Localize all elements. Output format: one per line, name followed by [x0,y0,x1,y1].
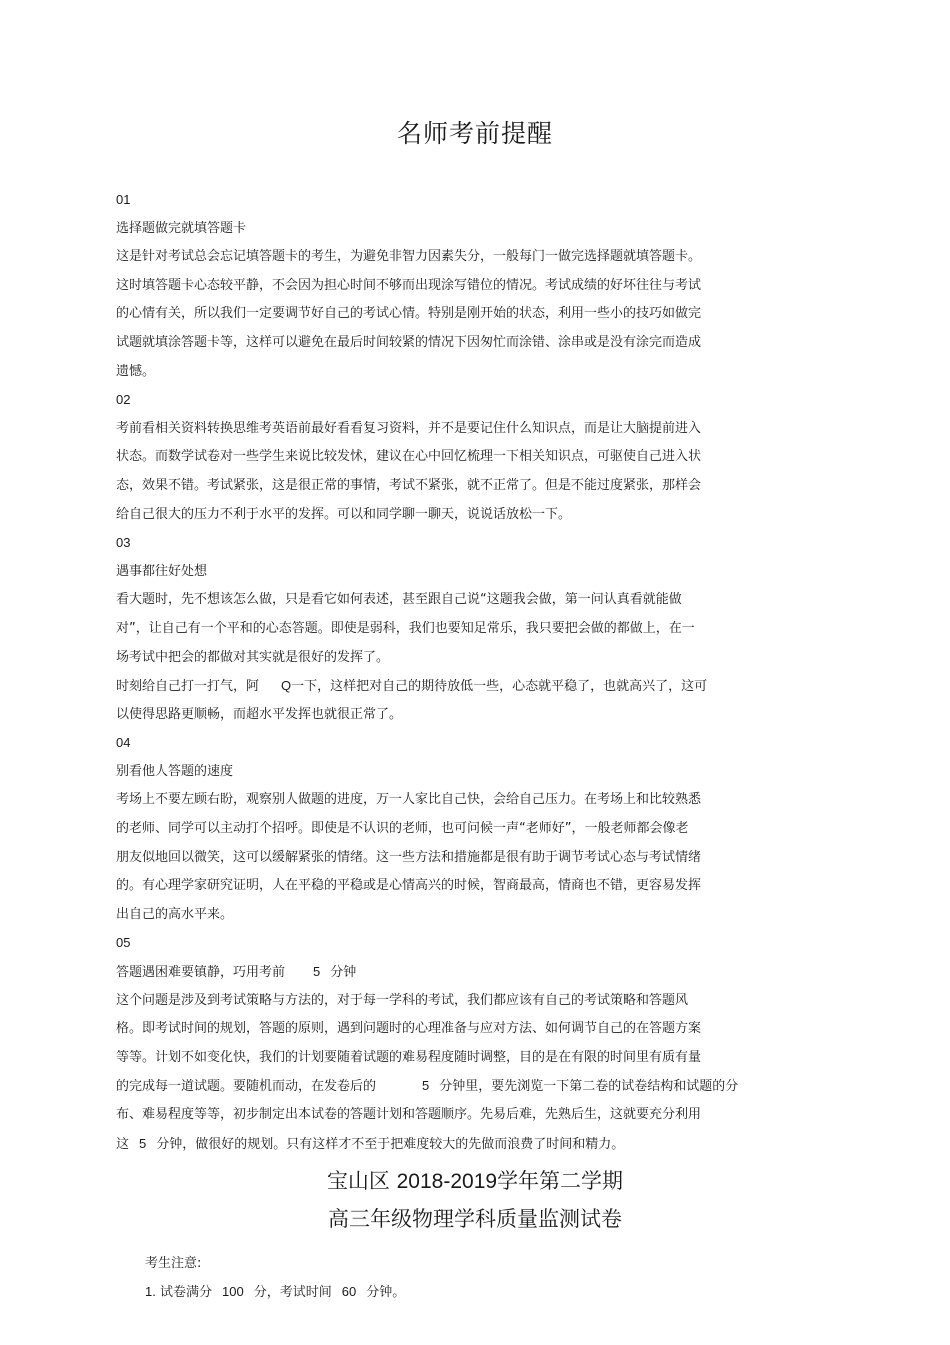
paragraph-line [116,1130,796,1159]
section-heading: 遇事都往好处想 [116,563,208,579]
heading-text: 分钟 [330,965,357,981]
paragraph-line: 的心情有关，所以我们一定要调节好自己的考试心情。特别是刚开始的状态，利用一些小的技巧如做完 [116,306,702,322]
line-text: 分钟里，要先浏览一下第二卷的试卷结构和试题的分 [439,1079,739,1095]
paragraph-line: 以使得思路更顺畅，而超水平发挥也就很正常了。 [116,706,403,722]
section-number: 02 [116,392,131,408]
notice-item-number: 1. [145,1284,156,1299]
paragraph-line: 遗憾。 [116,363,156,379]
section-heading [116,958,796,987]
exam-notice [145,1250,405,1307]
paragraph-line: 考场上不要左顾右盼，观察别人做题的进度，万一人家比自己快，会给自己压力。在考场上和比较熟悉 [116,792,702,808]
section-heading: 别看他人答题的速度 [116,763,234,779]
exam-region: 宝山区 [326,1169,390,1193]
paragraph-line: 朋友似地回以微笑，这可以缓解紧张的情绪。这一些方法和措施都是很有助于调节考试心态与考试情绪 [116,849,702,865]
notice-heading: 考生注意: [145,1256,202,1271]
paragraph-line: 的老师、同学可以主动打个招呼。即使是不认识的老师，也可问候一声“老师好”，一般老师都会像老 [116,821,689,837]
paragraph-line: 格。即考试时间的规划，答题的原则，遇到问题时的心理准备与应对方法、如何调节自己的在答题方案 [116,1021,702,1037]
notice-text: 分钟。 [366,1285,406,1300]
paragraph-line [116,1072,796,1101]
notice-score: 100 [222,1284,244,1299]
notice-text: 试卷满分 [159,1285,212,1300]
paragraph-line [116,672,796,701]
paragraph-line: 这个问题是涉及到考试策略与方法的，对于每一学科的考试，我们都应该有自己的考试策略和答题风 [116,992,689,1008]
section-heading: 选择题做完就填答题卡 [116,220,247,236]
paragraph-line: 给自己很大的压力不利于水平的发挥。可以和同学聊一聊天，说说话放松一下。 [116,506,572,522]
paragraph-line: 对”，让自己有一个平和的心态答题。即使是弱科，我们也要知足常乐，我只要把会做的都做上，在一 [116,620,695,636]
paragraph-line: 看大题时，先不想该怎么做，只是看它如何表述，甚至跟自己说“这题我会做，第一问认真看就能做 [116,592,682,608]
exam-term: 学年第二学期 [497,1169,624,1193]
heading-text: 答题遇困难要镇静，巧用考前 [116,965,286,981]
line-text: 一下，这样把对自己的期待放低一些，心态就平稳了，也就高兴了，这可 [291,679,708,695]
paragraph-line: 考前看相关资料转换思维考英语前最好看看复习资料，并不是要记住什么知识点，而是让大脑提前进入 [116,420,702,436]
paragraph-line: 等等。计划不如变化快，我们的计划要随着试题的难易程度随时调整，目的是在有限的时间里有质有量 [116,1049,702,1065]
line-text: 5 [422,1078,430,1094]
page-title: 名师考前提醒 [396,119,553,148]
line-text: 这 [116,1136,130,1152]
section-number: 03 [116,535,131,551]
exam-subtitle: 高三年级物理学科质量监测试卷 [328,1207,622,1231]
heading-text: 5 [313,964,321,980]
paragraph-line: 场考试中把会的都做对其实就是很好的发挥了。 [116,649,390,665]
notice-item [145,1278,405,1307]
article-body [116,186,796,1158]
paragraph-line: 态，效果不错。考试紧张，这是很正常的事情，考试不紧张，就不正常了。但是不能过度紧张，那样会 [116,477,702,493]
exam-years: 2018-2019 [396,1170,498,1193]
line-text: Q [281,678,292,694]
paragraph-line: 布、难易程度等等，初步制定出本试卷的答题计划和答题顺序。先易后难，先熟后生，这就要充分利用 [116,1107,702,1122]
section-number: 04 [116,735,131,751]
notice-text: 分，考试时间 [253,1285,332,1300]
line-text: 5 [139,1135,147,1151]
notice-minutes: 60 [341,1284,357,1299]
paragraph-line: 的。有心理学家研究证明，人在平稳的平稳或是心情高兴的时候，智商最高，情商也不错，更容易发挥 [116,878,702,894]
paragraph-line: 出自己的高水平来。 [116,906,234,922]
paragraph-line: 这时填答题卡心态较平静，不会因为担心时间不够而出现涂写错位的情况。考试成绩的好坏往往与考试 [116,277,702,293]
section-number: 05 [116,935,131,951]
line-text: 分钟，做很好的规划。只有这样才不至于把难度较大的先做而浪费了时间和精力。 [156,1136,625,1152]
paragraph-line: 状态。而数学试卷对一些学生来说比较发怵，建议在心中回忆梳理一下相关知识点，可驱使自己进入状 [116,449,702,465]
line-text: 的完成每一道试题。要随机而动，在发卷后的 [116,1079,377,1095]
line-text: 时刻给自己打一打气，阿 [116,679,260,695]
exam-title [0,1166,950,1197]
section-number: 01 [116,192,131,207]
paragraph-line: 这是针对考试总会忘记填答题卡的考生，为避免非智力因素失分，一般每门一做完选择题就填答题卡。 [116,249,702,265]
paragraph-line: 试题就填涂答题卡等，这样可以避免在最后时间较紧的情况下因匆忙而涂错、涂串或是没有涂完而造成 [116,334,702,350]
